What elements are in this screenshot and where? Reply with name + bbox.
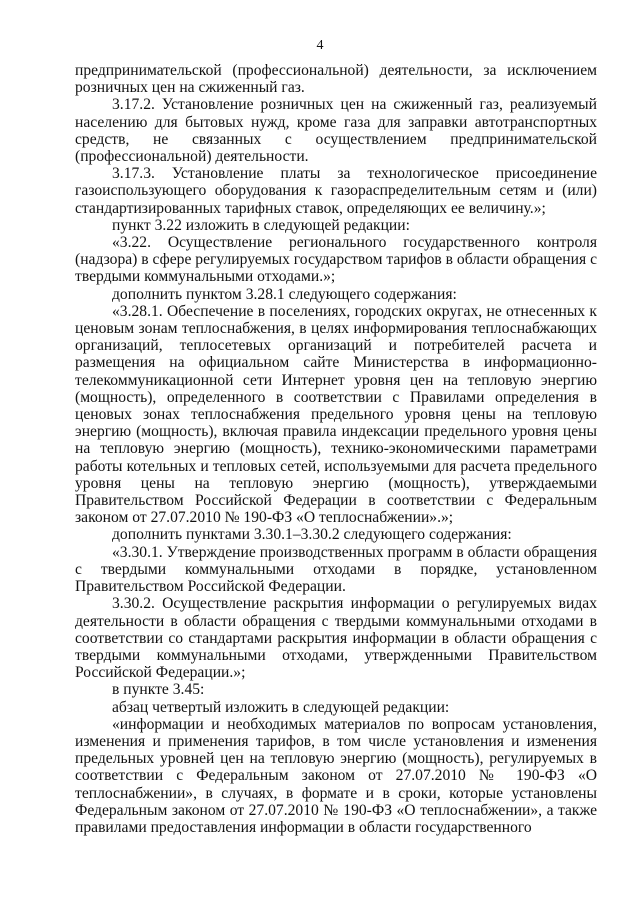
document-body — [75, 62, 597, 836]
paragraph-information: «информации и необходимых материалов по вопросам установления, изменения и применения тарифов, в том числе установления и изменения предельных уровней цен на тепловую энергию (мощность), регулируемых в соответствии с Федеральным законом от 27.07.2010 № 190-ФЗ «О теплоснабжении», в случаях, в формате и в сроки, которые установлены Федеральным законом от 27.07.2010 № 190-ФЗ «О теплоснабжении», а также правилами предоставления информации в области государственного — [75, 715, 597, 836]
paragraph-instruction-3-22: пункт 3.22 изложить в следующей редакции: — [112, 216, 410, 234]
paragraph-instruction-3-45: в пункте 3.45: — [112, 681, 205, 699]
paragraph-continuation: предпринимательской (профессиональной) деятельности, за исключением розничных цен на сжиженный газ. — [75, 62, 597, 97]
paragraph-instruction-3-28-1: дополнить пунктом 3.28.1 следующего содержания: — [112, 285, 457, 303]
paragraph-instruction-3-30: дополнить пунктами 3.30.1–3.30.2 следующего содержания: — [112, 526, 512, 544]
paragraph-3-28-1: «3.28.1. Обеспечение в поселениях, городских округах, не отнесенных к ценовым зонам теплоснабжения, в целях информирования теплоснабжающих организаций, теплосетевых организаций и потребителей расчета и размещения на официальном сайте Министерства в информационно-телекоммуникационной сети Интернет уровня цен на тепловую энергию (мощность), определенного в соответствии с Правилами определения в ценовых зонах теплоснабжения предельного уровня цены на тепловую энергию (мощность), включая правила индексации предельного уровня цены на тепловую энергию (мощность), технико-экономическими параметрами работы котельных и тепловых сетей, используемыми для расчета предельного уровня цены на тепловую энергию (мощность), утверждаемыми Правительством Российской Федерации в соответствии с Федеральным законом от 27.07.2010 № 190-ФЗ «О теплоснабжении».»; — [75, 302, 597, 527]
paragraph-3-17-2: 3.17.2. Установление розничных цен на сжиженный газ, реализуемый населению для бытовых нужд, кроме газа для заправки автотранспортных средств, не связанных с осуществлением предпринимательской (профессиональной) деятельности. — [75, 96, 597, 166]
paragraph-3-30-1: «3.30.1. Утверждение производственных программ в области обращения с твердыми коммунальными отходами в порядке, установленном Правительством Российской Федерации. — [75, 543, 597, 596]
paragraph-3-30-2: 3.30.2. Осуществление раскрытия информации о регулируемых видах деятельности в области обращения с твердыми коммунальными отходами в соответствии со стандартами раскрытия информации в области обращения с твердыми коммунальными отходами, утвержденными Правительством Российской Федерации.»; — [75, 595, 597, 682]
paragraph-3-17-3: 3.17.3. Установление платы за технологическое присоединение газоиспользующего оборудования к газораспределительным сетям и (или) стандартизированных тарифных ставок, определяющих ее величину.»; — [75, 165, 597, 217]
paragraph-3-22: «3.22. Осуществление регионального государственного контроля (надзора) в сфере регулируемых государством тарифов в области обращения с твердыми коммунальными отходами.»; — [75, 234, 597, 286]
paragraph-instruction-abzac: абзац четвертый изложить в следующей редакции: — [112, 698, 450, 716]
page-number: 4 — [316, 38, 324, 53]
